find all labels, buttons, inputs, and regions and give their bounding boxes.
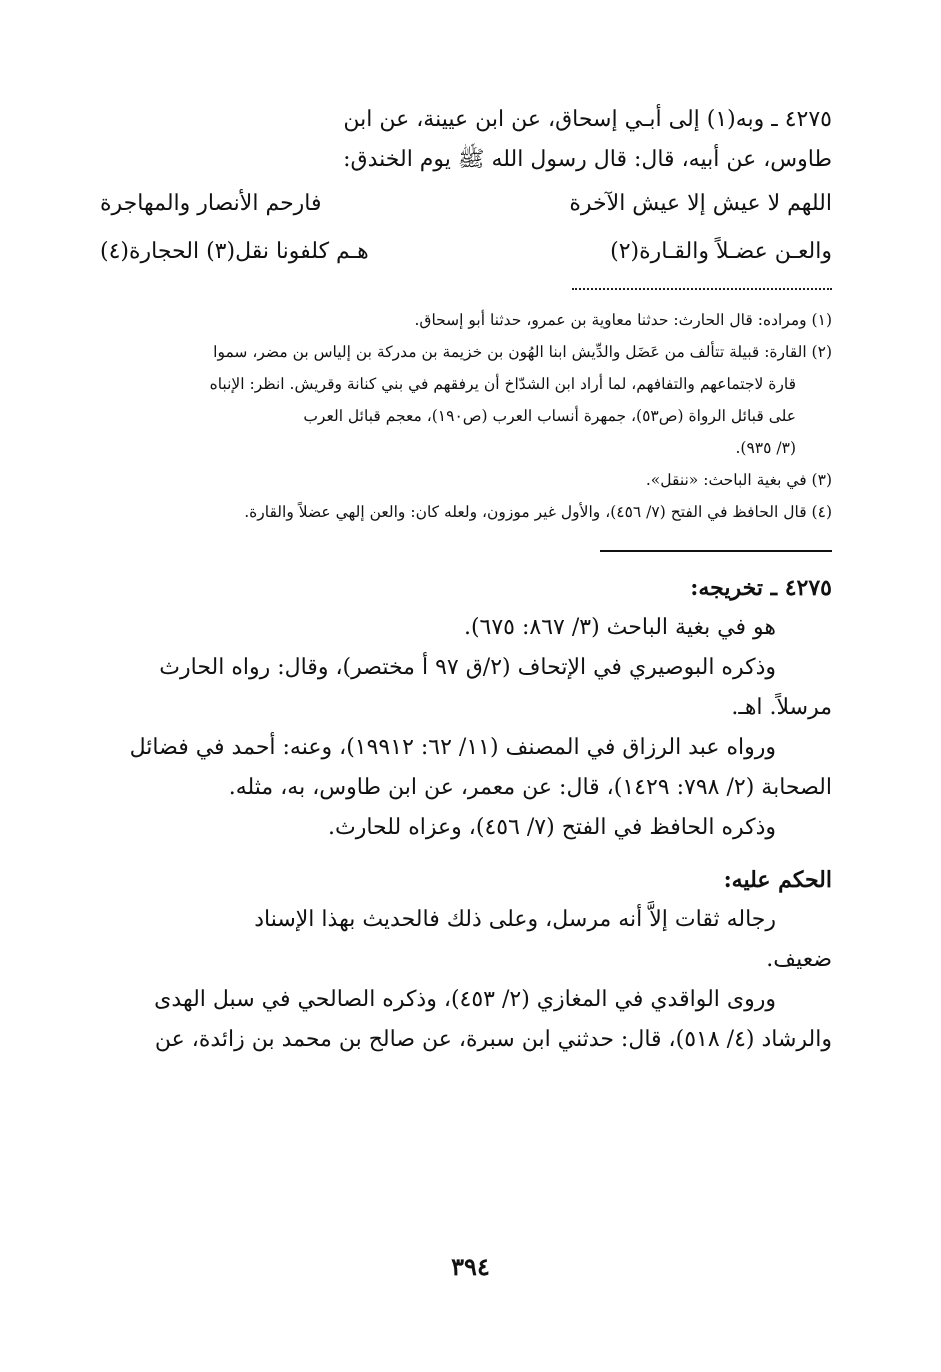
hukm-heading: الحكم عليه: bbox=[723, 867, 832, 893]
page-number: ٣٩٤ bbox=[451, 1252, 490, 1281]
hukm-section bbox=[100, 860, 832, 1060]
takhrij-section bbox=[100, 568, 832, 848]
footnote-line: (٢) القارة: قبيلة تتألف من عَضَل والدِّيش ابنا الهُون بن خزيمة بن مدركة بن إلياس بن مضر، سموا bbox=[213, 343, 832, 361]
footnote-line: (٤) قال الحافظ في الفتح (٧/ ٤٥٦)، والأول غير موزون، ولعله كان: والعن إلهي عضلاً والقارة. bbox=[244, 503, 832, 521]
poem-verse bbox=[100, 228, 832, 276]
hukm-line: رجاله ثقات إلاَّ أنه مرسل، وعلى ذلك فالحديث بهذا الإسناد bbox=[254, 907, 776, 932]
hukm-line: والرشاد (٤/ ٥١٨)، قال: حدثني ابن سبرة، عن صالح بن محمد بن زائدة، عن bbox=[154, 1027, 832, 1052]
takhrij-line: وذكره الحافظ في الفتح (٧/ ٤٥٦)، وعزاه للحارث. bbox=[328, 815, 776, 840]
poem-hemistich-left: فارحم الأنصار والمهاجرة bbox=[100, 191, 322, 216]
takhrij-line: هو في بغية الباحث (٣/ ٨٦٧: ٦٧٥). bbox=[463, 615, 776, 640]
takhrij-line: وذكره البوصيري في الإتحاف (٢/ق ٩٧ أ مختصر)، وقال: رواه الحارث bbox=[159, 655, 776, 680]
hukm-line: وروى الواقدي في المغازي (٢/ ٤٥٣)، وذكره الصالحي في سبل الهدى bbox=[154, 987, 776, 1012]
footnote-line: على قبائل الرواة (ص٥٣)، جمهرة أنساب العرب (ص١٩٠)، معجم قبائل العرب bbox=[303, 407, 796, 425]
takhrij-line: ورواه عبد الرزاق في المصنف (١١/ ٦٢: ١٩٩١٢)، وعنه: أحمد في فضائل bbox=[129, 735, 776, 760]
poem-hemistich-right: اللهم لا عيش إلا عيش الآخرة bbox=[569, 191, 832, 216]
poem-verse bbox=[100, 180, 832, 228]
hadith-line: ٤٢٧٥ ـ وبه(١) إلى أبـي إسحاق، عن ابن عيينة، عن ابن bbox=[343, 107, 832, 132]
footnotes bbox=[100, 304, 832, 528]
footnote-line: (٣/ ٩٣٥). bbox=[735, 439, 796, 457]
page-body bbox=[100, 100, 832, 1060]
footnote-line: قارة لاجتماعهم والتفافهم، لما أراد ابن الشدّاخ أن يرفقهم في بني كنانة وقريش. انظر: الإنباه bbox=[209, 375, 796, 393]
footnote-separator bbox=[572, 288, 832, 304]
takhrij-heading: ٤٢٧٥ ـ تخريجه: bbox=[690, 575, 832, 601]
footnote-line: (١) ومراده: قال الحارث: حدثنا معاوية بن عمرو، حدثنا أبو إسحاق. bbox=[414, 311, 832, 329]
section-rule bbox=[600, 550, 832, 568]
hadith-block bbox=[100, 100, 832, 276]
takhrij-line: مرسلاً. اهـ. bbox=[731, 695, 832, 720]
poem-hemistich-left: هـم كلفونا نقل(٣) الحجارة(٤) bbox=[100, 239, 369, 264]
hadith-line: طاوس، عن أبيه، قال: قال رسول الله ﷺ يوم الخندق: bbox=[343, 147, 832, 172]
hukm-line: ضعيف. bbox=[766, 947, 832, 972]
takhrij-line: الصحابة (٢/ ٧٩٨: ١٤٢٩)، قال: عن معمر، عن ابن طاوس، به، مثله. bbox=[228, 775, 832, 800]
poem-hemistich-right: والعـن عضـلاً والقـارة(٢) bbox=[610, 239, 832, 264]
footnote-line: (٣) في بغية الباحث: «ننقل». bbox=[645, 471, 832, 489]
